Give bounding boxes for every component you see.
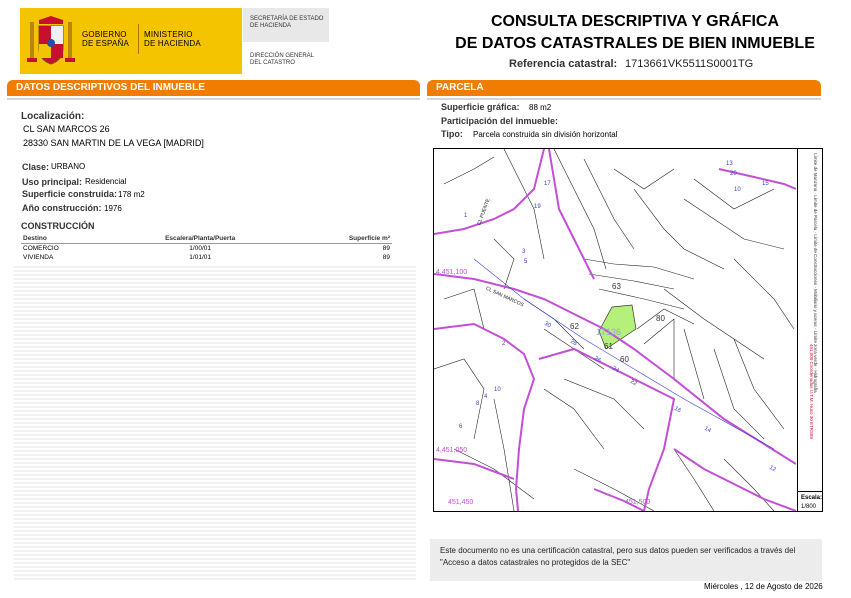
map-number: 1 bbox=[464, 213, 468, 219]
year-built-value: 1976 bbox=[104, 204, 122, 213]
document-title bbox=[430, 11, 840, 55]
ministry-name bbox=[144, 30, 201, 48]
scale-value: 1/800 bbox=[801, 504, 817, 510]
gov-line-1: GOBIERNO bbox=[82, 30, 127, 39]
ministry-line-1: MINISTERIO bbox=[144, 30, 193, 39]
legend-item: Límite de Manzana bbox=[813, 153, 818, 192]
street-label-puente: CL PUENTE bbox=[476, 197, 492, 227]
map-number: 4 bbox=[484, 394, 488, 400]
construction-table bbox=[21, 234, 392, 262]
participation-label: Participación del inmueble: bbox=[441, 116, 559, 126]
cadastral-map bbox=[433, 148, 823, 512]
map-number: 30 bbox=[542, 320, 552, 330]
secretariat-line-2: DE HACIENDA bbox=[250, 23, 292, 29]
main-use-value: Residencial bbox=[85, 177, 127, 186]
legend-item: Límite de Construcciones bbox=[813, 234, 818, 286]
right-panel-rule bbox=[427, 98, 821, 100]
empty-striped-area bbox=[14, 264, 416, 582]
type-value: Parcela construida sin división horizontal bbox=[473, 130, 618, 139]
map-number: 16 bbox=[672, 405, 682, 415]
map-number: 5 bbox=[524, 259, 528, 265]
column-header-escalera: Escalera/Planta/Puerta bbox=[114, 234, 287, 244]
table-cell: 1/00/01 bbox=[189, 245, 211, 252]
map-number: 20 bbox=[730, 171, 737, 177]
gov-line-2: DE ESPAÑA bbox=[82, 39, 129, 48]
column-header-destino: Destino bbox=[21, 234, 114, 244]
address-line-2: 28330 SAN MARTIN DE LA VEGA [MADRID] bbox=[23, 138, 204, 148]
map-number: 6 bbox=[459, 424, 463, 430]
directorate-line-2: DEL CATASTRO bbox=[250, 60, 295, 66]
map-number: 3 bbox=[522, 249, 526, 255]
map-number: 63 bbox=[612, 282, 621, 291]
cadastral-reference-value: 1713661VK5511S0001TG bbox=[625, 58, 754, 70]
graphic-area-label: Superficie gráfica: bbox=[441, 102, 520, 112]
table-header-row bbox=[21, 234, 392, 244]
notice-text: Este documento no es una certificación catastral, pero sus datos pueden ser verificados a través del "Acceso a datos catastrales no protegidos de la SEC" bbox=[440, 546, 796, 567]
class-label: Clase: bbox=[22, 162, 50, 172]
map-coord-x2: 451,500 bbox=[625, 499, 651, 506]
right-panel-header: PARCELA bbox=[427, 80, 821, 96]
class-value: URBANO bbox=[51, 162, 86, 171]
map-number: 19 bbox=[534, 204, 541, 210]
parcel-number: 17136 bbox=[596, 327, 622, 337]
secretariat-line-1: SECRETARÍA DE ESTADO bbox=[250, 16, 324, 22]
logo-divider bbox=[138, 24, 139, 54]
coat-of-arms-icon bbox=[25, 14, 77, 68]
table-row bbox=[21, 244, 392, 254]
dimension-lines bbox=[474, 259, 774, 449]
table-cell: VIVIENDA bbox=[23, 254, 54, 261]
map-number: 10 bbox=[734, 187, 741, 193]
map-coord-y2: 4,451,050 bbox=[436, 447, 468, 454]
table-cell: COMERCIO bbox=[23, 245, 59, 252]
graphic-area-value: 88 m2 bbox=[529, 103, 552, 112]
map-number: 60 bbox=[620, 355, 629, 364]
title-line-1: CONSULTA DESCRIPTIVA Y GRÁFICA bbox=[490, 13, 779, 30]
built-area-value: 178 m2 bbox=[118, 190, 145, 199]
left-panel-rule bbox=[7, 98, 420, 100]
government-name bbox=[82, 30, 129, 48]
document-date: Miércoles , 12 de Agosto de 2026 bbox=[704, 582, 823, 591]
legend-item: Límite de Parcela bbox=[813, 195, 818, 231]
map-number: 80 bbox=[656, 314, 665, 323]
map-number: 24 bbox=[610, 365, 620, 375]
cadastral-reference-label: Referencia catastral: bbox=[509, 58, 618, 70]
legend-item: Hidrografía bbox=[813, 370, 818, 393]
secretariat-name bbox=[250, 16, 323, 30]
map-number: 12 bbox=[767, 464, 777, 474]
table-cell: 1/01/01 bbox=[189, 254, 211, 261]
map-legend bbox=[797, 149, 823, 491]
map-number: 10 bbox=[494, 387, 501, 393]
table-cell: 89 bbox=[382, 254, 390, 261]
map-number: 22 bbox=[628, 378, 638, 388]
title-line-2: DE DATOS CATASTRALES DE BIEN INMUEBLE bbox=[455, 35, 815, 52]
type-label: Tipo: bbox=[441, 129, 463, 139]
column-header-superficie: Superficie m² bbox=[287, 234, 392, 244]
construction-section-title: CONSTRUCCIÓN bbox=[21, 221, 95, 231]
table-row bbox=[21, 253, 392, 262]
street-label-san-marcos: CL SAN MARCOS bbox=[484, 285, 525, 309]
map-number: 28 bbox=[568, 338, 578, 348]
table-cell: 89 bbox=[382, 245, 390, 252]
map-coord-x1: 451,450 bbox=[448, 499, 474, 506]
legend-text: Límite de Manzana · Límite de Parcela · Límite de Construcciones · Mobiliario y aceras · Límite zona verde · Hidrografía bbox=[813, 153, 818, 393]
map-coord-y1: 4,451,100 bbox=[436, 269, 468, 276]
map-number: 14 bbox=[702, 425, 712, 435]
map-number: 8 bbox=[476, 401, 480, 407]
year-built-label: Año construcción: bbox=[22, 203, 102, 213]
map-number: 15 bbox=[762, 181, 769, 187]
main-use-label: Uso principal: bbox=[22, 177, 83, 187]
map-number: 2 bbox=[502, 341, 506, 347]
legend-item: Límite zona verde bbox=[813, 330, 818, 367]
location-label: Localización: bbox=[21, 111, 85, 122]
scale-label: Escala: bbox=[801, 495, 823, 501]
built-area-label: Superficie construida: bbox=[22, 189, 118, 199]
directorate-name bbox=[250, 53, 314, 67]
map-number: 17 bbox=[544, 181, 551, 187]
legend-footer: 451,000 Coordenadas U.T.M. Huso 30 ETRS89 bbox=[809, 344, 814, 440]
legend-item: Mobiliario y aceras bbox=[813, 289, 818, 327]
directorate-line-1: DIRECCIÓN GENERAL bbox=[250, 53, 315, 59]
map-number: 26 bbox=[592, 355, 602, 365]
ministry-line-2: DE HACIENDA bbox=[144, 39, 201, 48]
address-line-1: CL SAN MARCOS 26 bbox=[23, 124, 110, 134]
map-number: 13 bbox=[726, 161, 733, 167]
map-number: 61 bbox=[604, 342, 613, 351]
map-number: 62 bbox=[570, 322, 579, 331]
left-panel-header: DATOS DESCRIPTIVOS DEL INMUEBLE bbox=[7, 80, 420, 96]
